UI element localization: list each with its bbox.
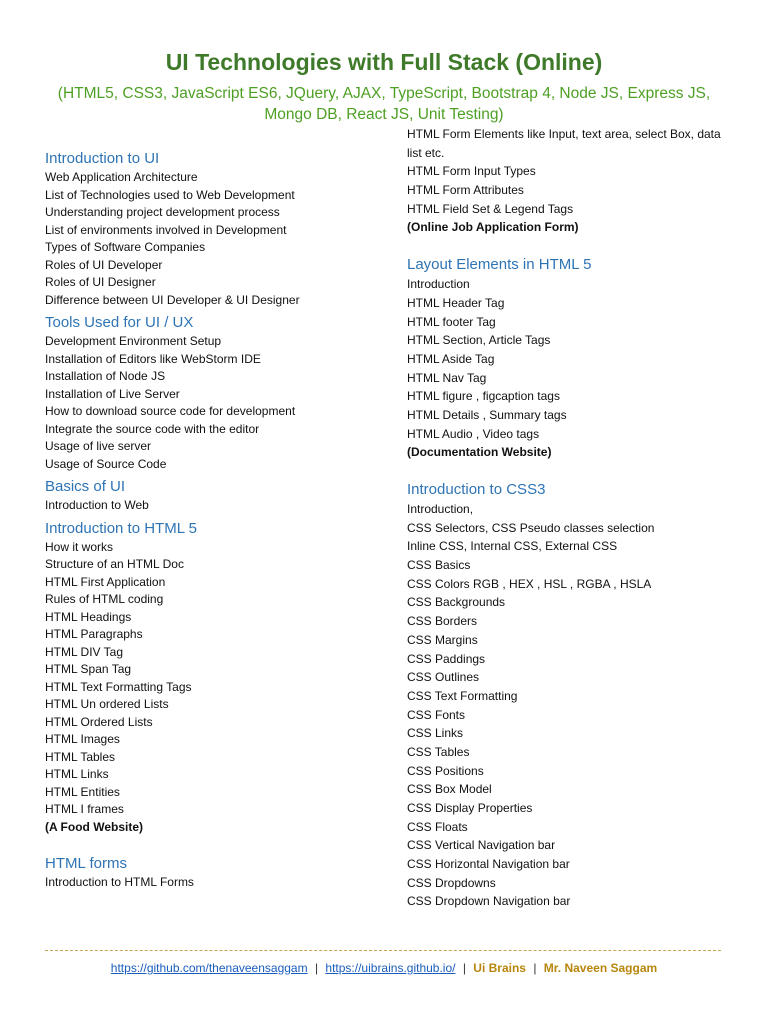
list-item: HTML Span Tag [45,662,132,676]
list-item: CSS Outlines [407,670,480,685]
list-item: HTML Aside Tag [407,351,495,366]
list-item: Installation of Live Server [45,386,180,401]
tools-list [45,333,375,473]
list-item: How it works [45,539,114,554]
list-item: CSS Links [407,726,464,741]
list-item: HTML DIV Tag [45,644,124,659]
intro-ui-list [45,169,375,309]
footer-separator: | [462,961,466,975]
list-item: Introduction to Web [45,498,149,512]
list-item: HTML First Application [45,574,166,589]
page-title: UI Technologies with Full Stack (Online) [165,49,603,75]
list-item: Installation of Editors like WebStorm IDE [45,351,261,366]
list-item: Installation of Node JS [45,369,166,383]
list-item: HTML Nav Tag [407,370,487,385]
list-item: Structure of an HTML Doc [45,557,184,571]
list-item: HTML Tables [45,749,116,764]
list-item: Introduction [407,277,470,292]
list-item: HTML figure , figcaption tags [407,389,560,404]
list-item: CSS Positions [407,763,484,778]
list-item: HTML Un ordered Lists [45,697,169,711]
list-item: Types of Software Companies [45,240,206,254]
css3-list [407,500,737,911]
list-item: CSS Dropdowns [407,875,496,890]
list-item: HTML Audio , Video tags [407,426,540,441]
forms-list [45,874,375,892]
github-link[interactable]: https://github.com/thenaveensaggam [110,961,308,975]
list-item: List of environments involved in Development [45,222,287,237]
list-item: HTML Headings [45,609,132,624]
footer-separator: | [314,961,319,975]
list-item: Usage of live server [45,439,152,453]
list-item: HTML Text Formatting Tags [45,679,192,694]
list-item: CSS Floats [407,819,468,834]
list-item: Integrate the source code with the editor [45,421,260,436]
author-name: Mr. Naveen Saggam [543,961,658,975]
list-item: HTML I frames [45,802,124,816]
list-item: HTML Field Set & Legend Tags [407,201,574,216]
list-item: HTML Form Elements like Input, text area, select Box, data list etc. [407,127,721,160]
layout-project: (Documentation Website) [407,445,552,460]
section-title-basics: Basics of UI [45,478,126,495]
list-item: HTML Header Tag [407,295,505,310]
list-item: Introduction to HTML Forms [45,875,194,889]
list-item: HTML footer Tag [407,314,496,329]
list-item: How to download source code for development [45,404,296,418]
list-item: Inline CSS, Internal CSS, External CSS [407,539,618,554]
footer-separator: | [533,961,537,975]
list-item: Understanding project development process [45,205,280,219]
list-item: CSS Display Properties [407,801,533,816]
list-item: CSS Horizontal Navigation bar [407,857,570,872]
list-item: CSS Box Model [407,782,492,797]
html5-list [45,539,375,819]
list-item: CSS Backgrounds [407,595,506,610]
page-subtitle: (HTML5, CSS3, JavaScript ES6, JQuery, AJAX, TypeScript, Bootstrap 4, Node JS, Express JS, Mongo DB, React JS, Unit Testing) [57,85,711,123]
list-item: Development Environment Setup [45,334,222,348]
forms-cont-list [407,125,737,218]
list-item: Roles of UI Designer [45,275,156,289]
right-column [407,125,737,911]
list-item: CSS Selectors, CSS Pseudo classes selection [407,520,655,535]
list-item: CSS Colors RGB , HEX , HSL , RGBA , HSLA [407,576,652,591]
list-item: HTML Details , Summary tags [407,407,567,422]
list-item: List of Technologies used to Web Development [45,187,295,202]
section-title-layout: Layout Elements in HTML 5 [407,256,592,274]
list-item: HTML Section, Article Tags [407,333,551,348]
section-title-intro-ui: Introduction to UI [45,150,160,167]
footer-divider [45,950,721,951]
layout-list [407,275,737,443]
footer [0,961,768,975]
list-item: CSS Tables [407,744,470,759]
list-item: HTML Images [45,732,120,746]
list-item: CSS Vertical Navigation bar [407,838,556,853]
uibrains-link[interactable]: https://uibrains.github.io/ [325,961,456,975]
list-item: CSS Fonts [407,707,466,722]
section-title-css3: Introduction to CSS3 [407,481,546,499]
list-item: HTML Ordered Lists [45,714,153,729]
forms-project: (Online Job Application Form) [407,220,579,235]
list-item: CSS Margins [407,632,478,647]
list-item: Rules of HTML coding [45,592,164,606]
section-title-html5: Introduction to HTML 5 [45,519,198,537]
left-column [45,149,375,892]
list-item: Web Application Architecture [45,170,198,184]
list-item: Roles of UI Developer [45,257,163,272]
list-item: Introduction, [407,502,474,517]
section-title-tools: Tools Used for UI / UX [45,314,194,331]
list-item: CSS Dropdown Navigation bar [407,894,571,909]
basics-list [45,497,375,515]
section-title-forms: HTML forms [45,855,127,872]
list-item: CSS Text Formatting [407,688,518,703]
list-item: Difference between UI Developer & UI Designer [45,292,300,307]
html5-project: (A Food Website) [45,819,143,834]
list-item: CSS Borders [407,614,478,629]
list-item: HTML Form Attributes [407,183,524,198]
list-item: HTML Form Input Types [407,164,536,179]
brand-name: Ui Brains [473,961,526,975]
list-item: CSS Paddings [407,651,486,666]
list-item: HTML Paragraphs [45,627,143,641]
list-item: HTML Links [45,767,109,781]
list-item: CSS Basics [407,558,471,573]
list-item: HTML Entities [45,784,120,799]
list-item: Usage of Source Code [45,456,167,471]
